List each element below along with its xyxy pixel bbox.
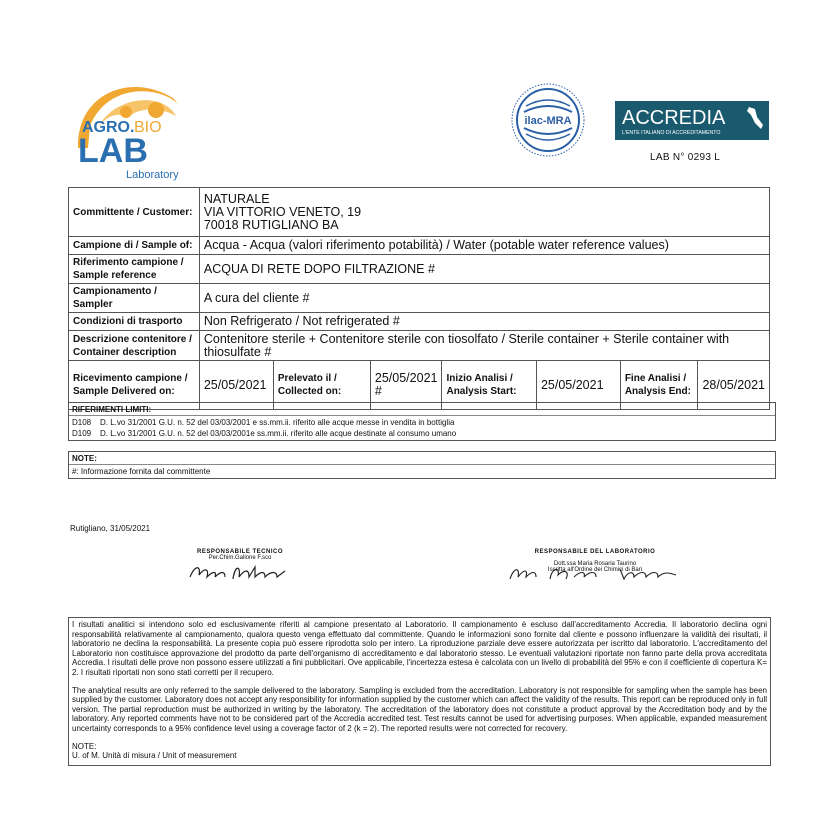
logo-line3: Laboratory: [126, 169, 179, 181]
lab-name: Dott.ssa Maria Rosaria Taurino: [553, 561, 637, 567]
sample-of-label: Campione di / Sample of:: [69, 237, 200, 255]
container-row: [69, 331, 770, 361]
disclaimer-note-text: U. of M. Unità di misura / Unit of measurement: [72, 751, 237, 761]
accredia-name: ACCREDIA: [622, 107, 726, 129]
logo-line1a: AGRO.: [82, 119, 135, 136]
tech-name: Per.Chim.Gallone F.sco: [208, 555, 272, 561]
limit-code: D108: [72, 418, 92, 427]
customer-line-1: NATURALE: [203, 191, 270, 206]
disclaimer-note-title: NOTE:: [72, 741, 97, 751]
sampler-label: Campionamento / Sampler: [69, 284, 200, 313]
ilac-mra-logo: [510, 82, 586, 158]
start-value: 25/05/2021: [536, 361, 620, 410]
customer-label: Committente / Customer:: [69, 188, 200, 237]
accredia-sub: L'ENTE ITALIANO DI ACCREDITAMENTO: [622, 130, 721, 136]
sample-ref-label: Riferimento campione / Sample reference: [69, 255, 200, 284]
limit-code: D109: [72, 429, 92, 438]
disclaimer-italian: I risultati analitici si intendono solo ed esclusivamente riferiti al campione presentato al Laboratorio. Il campionamento è escluso dall'accreditamento Accredia. Il laboratorio declina ogni responsabilità relativamente al campionamento, qualora questo venga effettuato dal committente. Quando le informazioni sono fornite dal cliente e possono influenzare la validità dei risultati, il laboratorio ne declina la responsabilità. La presente copia può essere riprodotta solo per intero. La riproduzione parziale deve essere autorizzata per iscritto dal laboratorio. L'accreditamento del Laboratorio non costituisce approvazione del prodotto da parte dell'organismo di accreditamento e dal laboratorio stesso. Le eventuali valutazioni riportate non fanno parte della prova accreditata Accredia. I risultati delle prove non possono essere utilizzati a fini pubblicitari. Ove applicabile, l'incertezza estesa è calcolata con un livello di probabilità del 95% e con il coefficiente di copertura K= 2. I risultati riportati non sono stati corretti per il recupero.: [72, 620, 767, 677]
agro-bio-lab-logo: [68, 66, 188, 182]
lab-signature-block: [495, 549, 695, 585]
end-value: 28/05/2021: [698, 361, 770, 410]
limit-row: [72, 417, 772, 428]
tech-signature: [185, 561, 295, 583]
notes-box: [68, 451, 776, 479]
transport-row: [69, 313, 770, 331]
lab-number: LAB N° 0293 L: [650, 152, 721, 163]
disclaimer-english: The analytical results are only referred to the sample delivered to the laboratory. Sampling is excluded from the accreditation. Laboratory is not responsible for sampling when the sample has been supplied by the customer. Laboratory does not accept any responsibility for information supplied by the customer which can affect the validity of the results. This report can be reproduced only in full version. The partial reproduction must be authorized in writing by the laboratory. The accreditation of the laboratory does not constitute a product approval by the Accreditation body and by the laboratory. Any reported comments have not to be considered part of the Accredia accredited test. Test results cannot be used for advertising purposes. When applicable, expanded measurement uncertainty corresponds to a 95% confidence level using a coverage factor of 2 (k = 2). The reported results were not corrected for recovery.: [72, 685, 767, 733]
ilac-text: ilac-MRA: [524, 115, 572, 127]
end-label: Fine Analisi / Analysis End:: [620, 361, 698, 410]
collected-label: Prelevato il / Collected on:: [273, 361, 370, 410]
sample-ref-row: [69, 255, 770, 284]
place-date: Rutigliano, 31/05/2021: [70, 524, 151, 533]
disclaimer-box: [68, 617, 771, 766]
limit-text: D. L.vo 31/2001 G.U. n. 52 del 03/03/2001 e ss.mm.ii. riferito alle acque messe in vendita in bottiglia: [100, 418, 455, 427]
received-value: 25/05/2021: [199, 361, 273, 410]
limit-row: [72, 428, 772, 439]
transport-label: Condizioni di trasporto: [69, 313, 200, 331]
tech-signature-block: [180, 549, 300, 585]
container-label: Descrizione contenitore / Container description: [69, 331, 200, 361]
received-label: Ricevimento campione / Sample Delivered on:: [69, 361, 200, 410]
sample-of-value: Acqua - Acqua (valori riferimento potabilità) / Water (potable water reference values): [199, 237, 769, 255]
container-value: Contenitore sterile + Contenitore sterile con tiosolfato / Sterile container + Sterile container with thiosulfate #: [199, 331, 769, 361]
limit-text: D. L.vo 31/2001 G.U. n. 52 del 03/03/2001e ss.mm.ii. riferito alle acque destinate al consumo umano: [100, 429, 457, 438]
sampler-value: A cura del cliente #: [199, 284, 769, 313]
customer-value: [199, 188, 769, 237]
sample-of-row: [69, 237, 770, 255]
lab-role: RESPONSABILE DEL LABORATORIO: [534, 549, 656, 555]
logo-line1b: BIO: [134, 119, 162, 136]
lab-signature: [500, 565, 690, 583]
logo-line2: LAB: [78, 132, 148, 170]
customer-line-2: VIA VITTORIO VENETO, 19: [203, 204, 362, 219]
customer-row: [69, 188, 770, 237]
transport-value: Non Refrigerato / Not refrigerated #: [199, 313, 769, 331]
sampler-row: [69, 284, 770, 313]
limits-box: [68, 402, 776, 441]
lab-registration: Iscritta all'Ordine dei Chimici di Bari: [547, 567, 643, 573]
collected-value: 25/05/2021 #: [370, 361, 442, 410]
customer-line-3: 70018 RUTIGLIANO BA: [203, 217, 339, 232]
start-label: Inizio Analisi / Analysis Start:: [442, 361, 537, 410]
sample-info-table: [68, 187, 770, 410]
sample-ref-value: ACQUA DI RETE DOPO FILTRAZIONE #: [199, 255, 769, 284]
tech-role: RESPONSABILE TECNICO: [196, 549, 283, 555]
accredia-logo: [615, 101, 769, 140]
notes-text: #: Informazione fornita dal committente: [72, 467, 211, 476]
notes-title: NOTE:: [69, 453, 775, 465]
limits-title: RIFERIMENTI LIMITI:: [69, 404, 775, 416]
